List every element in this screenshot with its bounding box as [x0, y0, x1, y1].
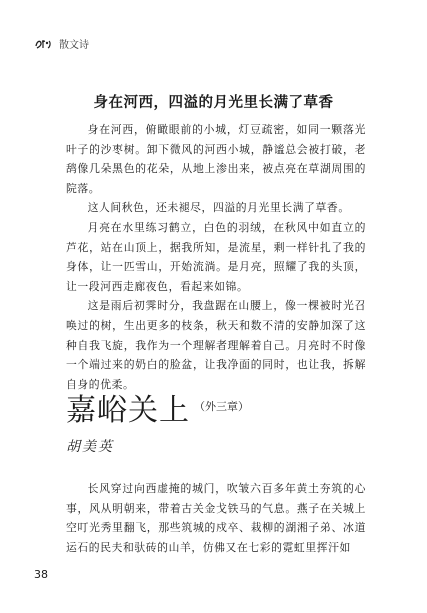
paragraph: 长风穿过向西虚掩的城门，吹皱六百多年黄土夯筑的心事，风从明朝来，带着古关金戈铁马的气息。燕子在关城上空叮光秀里翻飞，那些筑城的戍卒、栽柳的湖湘子弟、冰道运石的民夫和驮砖的山羊，仿佛又在七彩的霓虹里挥汗如	[66, 482, 366, 554]
paragraph: 身在河西，俯瞰眼前的小城，灯豆疏密，如同一颗落光叶子的沙枣树。卸下微风的河西小城，静谧总会被打破，老鸹像几朵黑色的花朵，从地上渗出来，被点亮在草湖周围的院落。	[66, 123, 366, 195]
column-label: 散文诗	[59, 40, 89, 51]
poem-body	[66, 120, 366, 394]
calligraphy-logo-icon	[34, 38, 54, 50]
page-header	[34, 36, 89, 51]
paragraph: 月亮在水里练习鹤立，白色的羽绒，在秋风中如直立的芦花，站在山顶上，据我所知，是流星，剩一样针扎了我的身体，让一匹雪山，开始流淌。是月亮，照耀了我的头顶，让一段河西走廊夜色，看起来如锦。	[66, 220, 366, 293]
section-body	[66, 479, 366, 557]
paragraph: 这是雨后初霁时分，我盘踞在山腰上，像一棵被时光召唤过的树，生出更多的枝条，秋天和数不清的安静加深了这种自我飞旋，我作为一个理解者理解着自己。月亮时不时像一个端过来的奶白的脸盆，让我净面的同时，也让我，拆解自身的优柔。	[66, 299, 366, 391]
poem-title: 身在河西，四溢的月光里长满了草香	[93, 94, 334, 111]
paragraph: 这人间秋色，还未褪尽，四溢的月光里长满了草香。	[87, 201, 350, 215]
section-title	[66, 394, 249, 428]
author-name: 胡美英	[66, 439, 114, 455]
section-title-main: 嘉峪关上	[66, 393, 190, 428]
page-number: 38	[34, 568, 48, 581]
section-title-subtitle: （外三章）	[194, 400, 249, 413]
